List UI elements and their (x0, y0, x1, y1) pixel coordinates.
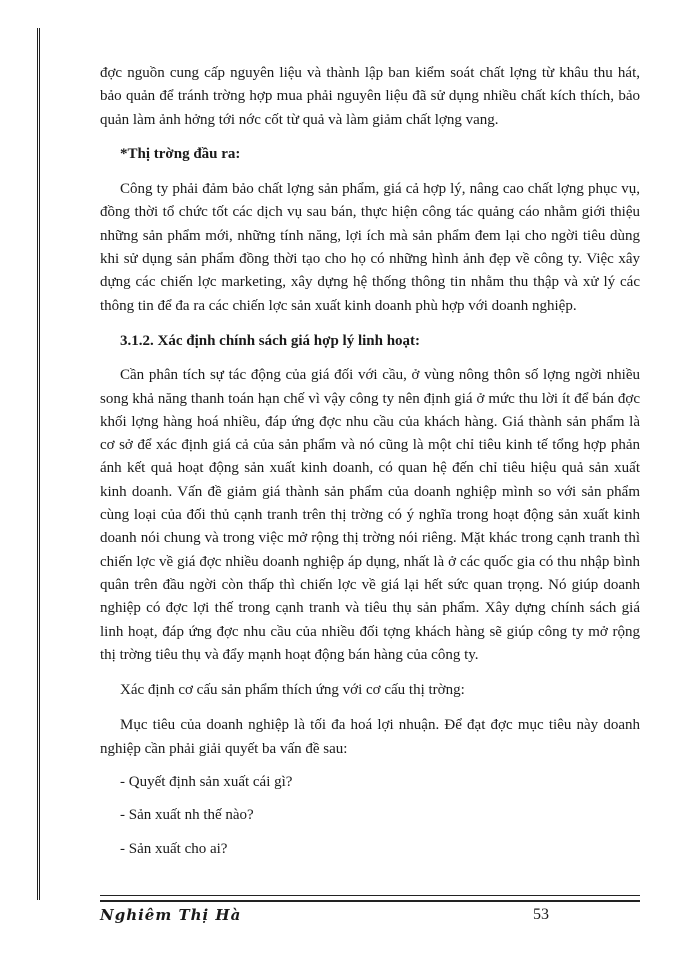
body-paragraph: Mục tiêu của doanh nghiệp là tối đa hoá lợi nhuận. Để đạt đợc mục tiêu này doanh nghiệp cần phải giải quyết ba vấn đề sau: (100, 717, 640, 757)
body-paragraph: Xác định cơ cấu sản phẩm thích ứng với cơ cấu thị trờng: (120, 682, 465, 699)
body-paragraph: đợc nguồn cung cấp nguyên liệu và thành lập ban kiểm soát chất lợng từ khâu thu hát, bảo quản để tránh trờng hợp mua phải nguyên liệu đã sử dụng nhiều chất kích thích, bảo quản làm ảnh hởng tới nớc cốt từ quả và làm giảm chất lợng vang. (100, 65, 640, 128)
list-item: - Sản xuất nh thế nào? (120, 807, 254, 824)
page-content (100, 62, 640, 861)
body-paragraph: Cần phân tích sự tác động của giá đối với cầu, ở vùng nông thôn số lợng ngời nhiều song khả năng thanh toán hạn chế vì vậy công ty nên định giá ở mức thu lời ít để bán đợc khối lợng hàng hoá nhiều, đáp ứng đợc nhu cầu của khách hàng. Giá thành sản phẩm là cơ sở để xác định giá cả của sản phẩm và nó cũng là một chỉ tiêu kinh tế tổng hợp phản ánh kết quả hoạt động sản xuất kinh doanh, có quan hệ đến chỉ tiêu hiệu quả sản xuất kinh doanh. Vấn đề giảm giá thành sản phẩm của doanh nghiệp mình so với sản phẩm cùng loại của đối thủ cạnh tranh trên thị trờng có ý nghĩa trong hoạt động sản xuất kinh doanh nói chung và trong việc mở rộng thị trờng nói riêng. Mặt khác trong cạnh tranh thì chiến lợc về giá đợc nhiều doanh nghiệp áp dụng, nhất là ở các quốc gia có thu nhập bình quân trên đầu ngời còn thấp thì chiến lợc về giá lại hết sức quan trọng. Nó giúp doanh nghiệp có đợc lợi thế trong cạnh tranh và tiêu thụ sản phẩm. Xây dựng chính sách giá linh hoạt, đáp ứng đợc nhu cầu của nhiều đối tợng khách hàng sẽ giúp công ty mở rộng thị trờng tiêu thụ và đẩy mạnh hoạt động bán hàng của công ty. (100, 367, 640, 663)
footer-divider (100, 895, 640, 902)
body-paragraph: Công ty phải đảm bảo chất lợng sản phẩm, giá cả hợp lý, nâng cao chất lợng phục vụ, đồng thời tổ chức tốt các dịch vụ sau bán, thực hiện công tác quảng cáo nhằm giới thiệu những sản phẩm mới, những tính năng, lợi ích mà sản phẩm đem lại cho ngời tiêu dùng khi sử dụng sản phẩm đồng thời tạo cho họ có những hình ảnh đẹp về công ty. Việc xây dựng các chiến lợc marketing, xây dựng hệ thống thông tin nhằm thu thập và xử lý các thông tin để đa ra các chiến lợc sản xuất kinh doanh phù hợp với doanh nghiệp. (100, 181, 640, 314)
page-number: 53 (533, 906, 549, 923)
page-border-left (37, 28, 41, 900)
section-heading-pricing: 3.1.2. Xác định chính sách giá hợp lý linh hoạt: (120, 332, 421, 349)
section-heading-output-market: *Thị trờng đầu ra: (120, 145, 241, 162)
footer-author: Nghiêm Thị Hà (100, 906, 242, 924)
list-item: - Quyết định sản xuất cái gì? (120, 774, 293, 791)
list-item: - Sản xuất cho ai? (120, 840, 228, 857)
